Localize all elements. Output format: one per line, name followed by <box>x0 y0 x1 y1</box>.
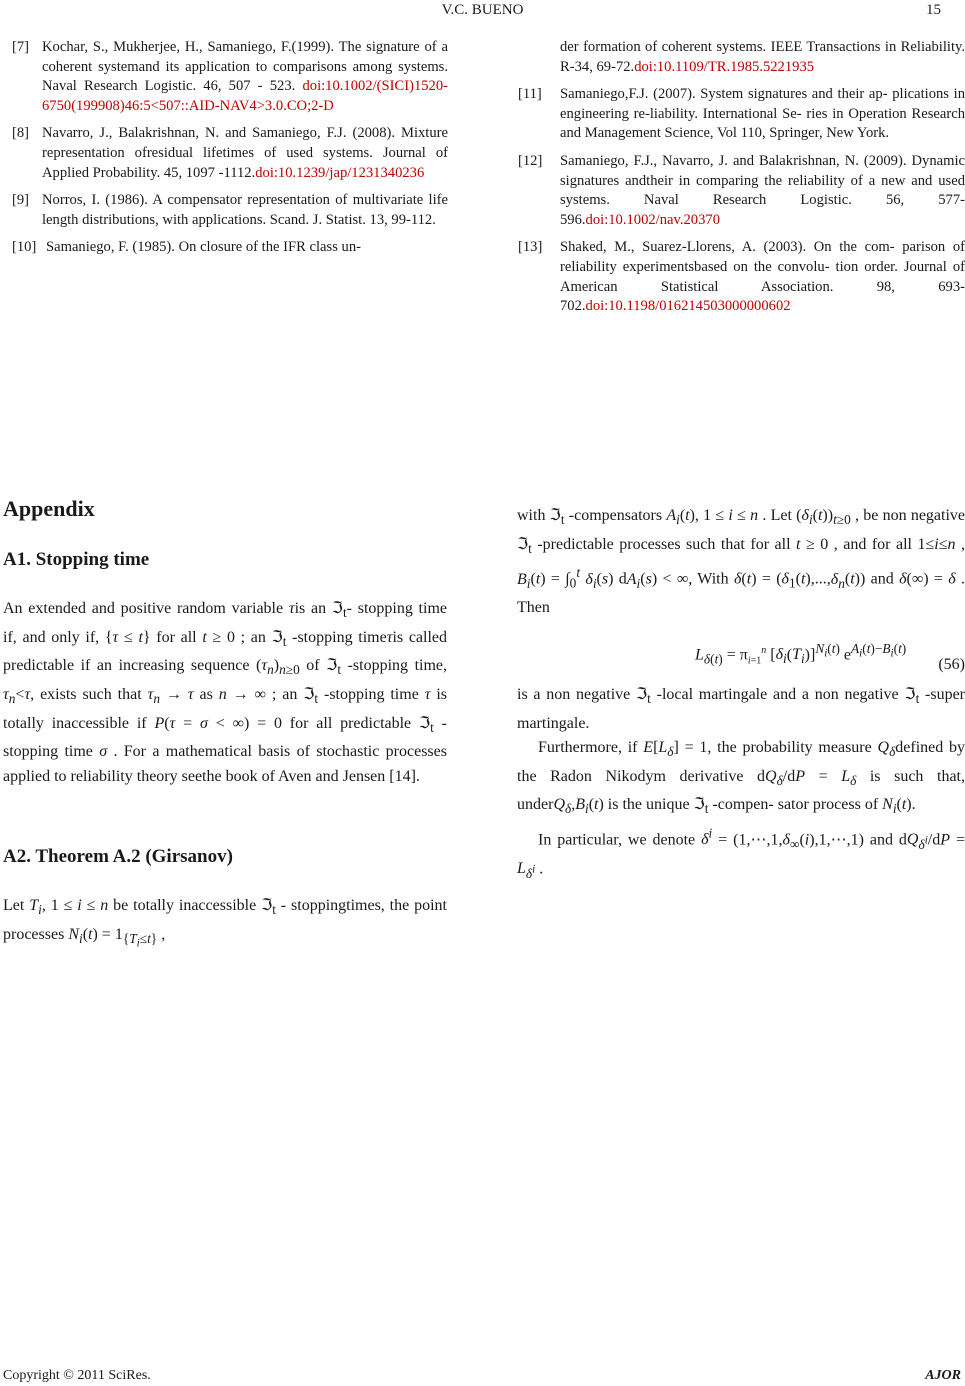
reference-text: Kochar, S., Mukherjee, H., Samaniego, F.(1999). The signature of a coherent systemand its application to comparisons among systems. Naval Research Logistic. 46, 507 - 523. <box>42 39 448 95</box>
reference-number: [8] <box>12 125 30 142</box>
paragraph-stopping-time: An extended and positive random variable τis an ℑ$_t$- stopping time if, and only if, {τ ≤ t} for all t ≥ 0 ; an ℑ$_t$ -stopping timeτis called predictable if an increasing sequence $(\tau_n)_{n\ge 0}$ of ℑ$_t$ -stopping time, $\tau_n<\tau$, exists such that $\tau_n \to \tau$ as n → ∞ ; an ℑ$_t$ -stopping time τ is totally inaccessible if P(τ = σ < ∞) = 0 for all predictable ℑ$_t$ -stopping time σ . For a mathematical basis of stochastic processes applied to reliability theory seethe book of Aven and Jensen [14]. <box>3 600 448 785</box>
reference-number: [7] <box>12 39 30 55</box>
reference-continuation <box>518 38 965 77</box>
footer-journal: AJOR <box>925 1368 961 1383</box>
equation-number: (56) <box>938 655 965 673</box>
reference-doi-link[interactable]: doi:10.1002/(SICI)1520-6750(199908)46:5<507::AID-NAV4>3.0.CO;2-D <box>42 78 448 114</box>
reference-doi-link[interactable]: doi:10.1198/016214503000000602 <box>585 298 791 315</box>
equation-block <box>517 627 965 677</box>
reference-item <box>518 152 965 230</box>
reference-doi-link[interactable]: doi:10.1109/TR.1985.5221935 <box>634 58 815 75</box>
reference-number: [13] <box>518 239 543 256</box>
reference-number: [11] <box>518 86 542 103</box>
reference-text: Samaniego,F.J. (2007). System signatures and their ap- plications in engineering re-liability. International Se- ries in Operation Research and Management Science, Vol 110, Springer, New York. <box>560 86 965 142</box>
reference-text: der formation of coherent systems. IEEE Transactions in Reliability. R-34, 69-72. <box>560 39 965 75</box>
reference-doi-link[interactable]: doi:10.1239/jap/1231340236 <box>255 164 425 181</box>
paragraph-girsanov-continued: with ℑ$_t$ -compensators $A_i(t)$, 1 ≤ i ≤ n . Let $(\delta_i(t))_{t\ge 0}$ , be non negative ℑ$_t$ -predictable processes such that for all t ≥ 0 , and for all 1≤i≤n , $B_i(t) = \int_0^t$ $\delta_i(s) dA_i(s)$ < ∞, With $\delta(t) = (\delta_1(t),...,\delta_n(t))$ and δ(∞) = δ . Then $L_{\delta(t)} = \pi_{i=1}^n$ $[\delta_i(T_i)]^{N_i(t)}$ $e^{A_i(t)-B_i(t)}$ (56) is a non negative ℑ$_t$ -local martingale and a non negative ℑ$_t$ -super martingale. Furthermore, if $E[L_\delta] = 1$, the probability measure $Q_\delta defined$ by the Radon Nikodym derivative $dQ_\delta/dP = L_\delta$ is such that, $underQ_\delta,B_i(t)$ is the unique ℑ$_t$ -compen- sator process of $N_i(t)$. In particular, we denote $\delta^i$ = $(1,\cdots,1,\delta_\infty(i),1,\cdots,1)$ and $dQ_{\delta^i}/dP = L_{\delta^i}$ . <box>517 507 965 881</box>
reference-number: [9] <box>12 192 30 209</box>
section-heading-a1: A1. Stopping time <box>3 549 150 570</box>
reference-text: Norros, I. (1986). A compensator representation of multivariate life length distributions, with applications. Scand. J. Statist. 13, 99-112. <box>42 192 448 228</box>
reference-item <box>12 38 448 116</box>
reference-text: Samaniego, F.J., Navarro, J. and Balakrishnan, N. (2009). Dynamic signatures andtheir in comparing the reliability of a new and used systems. Naval Research Logistic. 56, 577-596. <box>560 152 965 228</box>
reference-doi-link[interactable]: doi:10.1002/nav.20370 <box>585 211 720 228</box>
equation-formula: $L_{\delta(t)} = \pi_{i=1}^n$ $[\delta_i(T_i)]^{N_i(t)}$ $e^{A_i(t)-B_i(t)}$ <box>695 640 907 667</box>
reference-item <box>518 85 965 144</box>
reference-text: Navarro, J., Balakrishnan, N. and Samaniego, F.J. (2008). Mixture representation ofresidual lifetimes of used systems. Journal of Applied Probability. 45, 1097 -1112. <box>42 125 448 181</box>
footer-copyright: Copyright © 2011 SciRes. <box>3 1368 151 1383</box>
reference-item <box>518 238 965 316</box>
reference-text: Shaked, M., Suarez-Llorens, A. (2003). On the com- parison of reliability experimentsbased on the convolu- tion order. Journal of American Statistical Association. 98, 693-702. <box>560 239 965 315</box>
references-left-column <box>12 38 448 266</box>
references-right-column <box>518 38 965 325</box>
reference-number: [12] <box>518 152 543 169</box>
page-number: 15 <box>926 2 941 18</box>
appendix-heading: Appendix <box>3 496 95 521</box>
reference-item <box>12 191 448 230</box>
reference-text: Samaniego, F. (1985). On closure of the IFR class un- <box>46 239 361 256</box>
paragraph-girsanov-start: Let $T_i$, 1 ≤ i ≤ n be totally inaccessible ℑ$_t$ - stoppingtimes, the point processes $N_i(t) = 1_{\{T_i\le t\}}$ , <box>3 897 447 950</box>
reference-item <box>12 124 448 183</box>
reference-number: [10] <box>12 239 37 256</box>
running-header: V.C. BUENO <box>441 2 524 18</box>
section-heading-a2: A2. Theorem A.2 (Girsanov) <box>3 846 233 867</box>
reference-item <box>12 238 448 258</box>
